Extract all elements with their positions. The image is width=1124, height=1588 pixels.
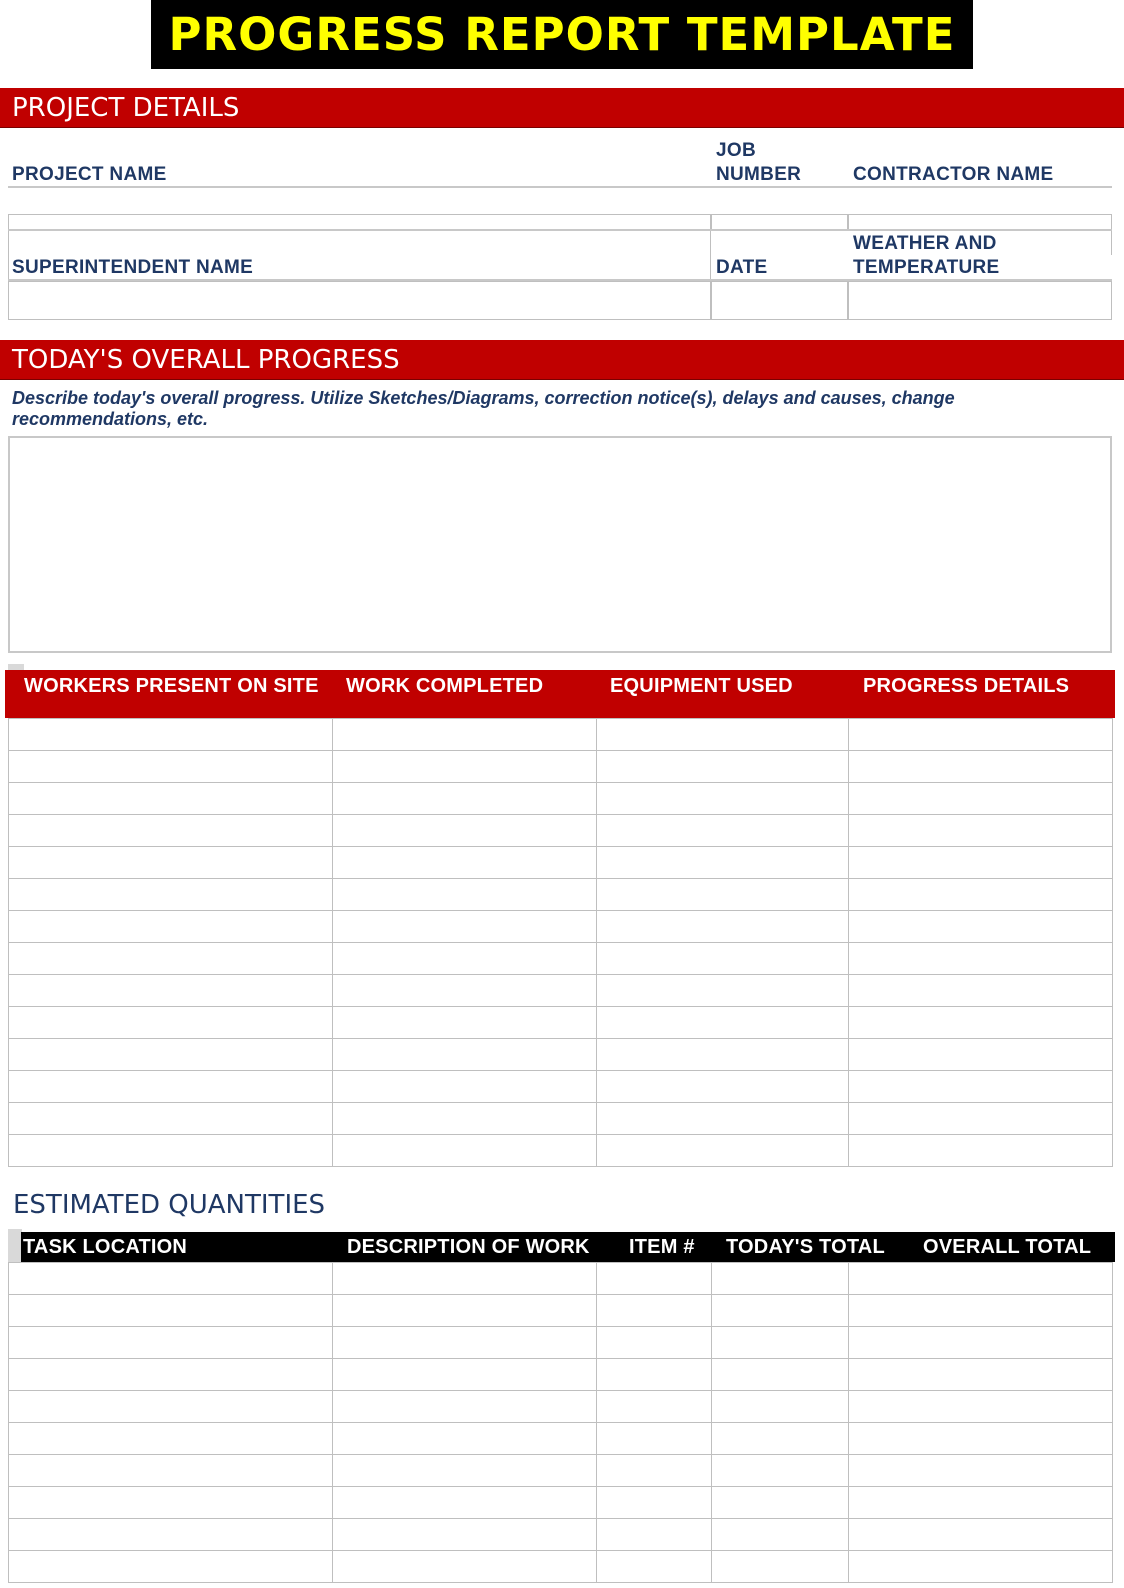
table-cell[interactable] [849,1039,1113,1071]
table-cell[interactable] [849,1007,1113,1039]
table-row [9,815,1113,847]
table-row [9,719,1113,751]
table-cell[interactable] [712,1391,849,1423]
table-cell[interactable] [597,1327,712,1359]
table-cell[interactable] [9,783,333,815]
table-cell[interactable] [9,1327,333,1359]
table-row [9,943,1113,975]
table-cell[interactable] [9,1007,333,1039]
table-cell[interactable] [9,1359,333,1391]
table-cell[interactable] [849,815,1113,847]
table-cell[interactable] [9,911,333,943]
table-cell[interactable] [9,1103,333,1135]
table-cell[interactable] [597,1391,712,1423]
project-name-field[interactable] [8,214,711,230]
overall-progress-textarea[interactable] [8,436,1112,653]
table-cell[interactable] [333,879,597,911]
table-cell[interactable] [9,879,333,911]
column-header-task-location: TASK LOCATION [23,1236,188,1258]
table-cell[interactable] [9,719,333,751]
table-cell[interactable] [849,1455,1113,1487]
table-cell[interactable] [333,1071,597,1103]
quantities-table [8,1262,1113,1583]
table-row [9,1263,1113,1295]
table-row [9,1423,1113,1455]
table-cell[interactable] [597,1039,849,1071]
table-cell[interactable] [849,1327,1113,1359]
table-cell[interactable] [712,1295,849,1327]
column-header-progress-details: PROGRESS DETAILS [863,675,1070,697]
table-cell[interactable] [333,911,597,943]
weather-label-line2: TEMPERATURE [853,257,1000,278]
column-header-item-number: ITEM # [629,1236,695,1258]
table-cell[interactable] [849,1135,1113,1167]
table-cell[interactable] [9,751,333,783]
table-row [9,751,1113,783]
table-cell[interactable] [597,943,849,975]
table-row [9,1039,1113,1071]
table-cell[interactable] [333,1295,597,1327]
table-row [9,1519,1113,1551]
table-cell[interactable] [597,879,849,911]
table-row [9,1487,1113,1519]
table-cell[interactable] [849,943,1113,975]
table-cell[interactable] [712,1551,849,1583]
table-cell[interactable] [849,719,1113,751]
column-header-equipment-used: EQUIPMENT USED [610,675,793,697]
table-row [9,1071,1113,1103]
table-cell[interactable] [9,1039,333,1071]
job-number-field[interactable] [711,214,848,230]
table-row [9,911,1113,943]
label-underline [8,186,1112,188]
table-row [9,1327,1113,1359]
table-cell[interactable] [597,847,849,879]
table-cell[interactable] [9,975,333,1007]
table-cell[interactable] [9,847,333,879]
table-cell[interactable] [849,1295,1113,1327]
table-cell[interactable] [597,815,849,847]
job-number-label-line2: NUMBER [716,164,802,185]
table-cell[interactable] [849,1391,1113,1423]
table-cell[interactable] [597,1103,849,1135]
table-cell[interactable] [597,1551,712,1583]
superintendent-name-label: SUPERINTENDENT NAME [12,257,254,278]
project-name-label: PROJECT NAME [12,164,167,185]
table-cell[interactable] [712,1455,849,1487]
date-field[interactable] [711,281,848,320]
table-row [9,1295,1113,1327]
table-cell[interactable] [849,847,1113,879]
table-cell[interactable] [333,975,597,1007]
table-row [9,1103,1113,1135]
table-cell[interactable] [712,1327,849,1359]
column-header-overall-total: OVERALL TOTAL [923,1236,1092,1258]
table-cell[interactable] [849,879,1113,911]
table-row [9,783,1113,815]
table-row [9,1007,1113,1039]
page-title: PROGRESS REPORT TEMPLATE [151,0,973,69]
table-cell[interactable] [849,1359,1113,1391]
table-cell[interactable] [9,1551,333,1583]
table-cell[interactable] [597,975,849,1007]
table-cell[interactable] [333,751,597,783]
table-cell[interactable] [333,1263,597,1295]
table-cell[interactable] [333,1359,597,1391]
table-cell[interactable] [849,1071,1113,1103]
column-header-description-of-work: DESCRIPTION OF WORK [347,1236,590,1258]
table-cell[interactable] [597,1135,849,1167]
table-cell[interactable] [849,1263,1113,1295]
table-cell[interactable] [9,1391,333,1423]
table-cell[interactable] [597,1071,849,1103]
table-cell[interactable] [849,1103,1113,1135]
table-cell[interactable] [849,1551,1113,1583]
table-cell[interactable] [597,1359,712,1391]
overall-progress-description: Describe today's overall progress. Utilize Sketches/Diagrams, correction notice(s), delays and causes, change recommendations, etc. [12,388,955,429]
table-cell[interactable] [597,911,849,943]
contractor-name-label: CONTRACTOR NAME [853,164,1054,185]
contractor-name-field[interactable] [848,214,1112,230]
table-cell[interactable] [597,1455,712,1487]
table-cell[interactable] [849,751,1113,783]
table-cell[interactable] [333,815,597,847]
weather-field[interactable] [848,281,1112,320]
table-cell[interactable] [333,1039,597,1071]
table-row [9,1455,1113,1487]
column-header-todays-total: TODAY'S TOTAL [726,1236,885,1258]
table-cell[interactable] [9,1519,333,1551]
table-cell[interactable] [333,1007,597,1039]
table-cell[interactable] [849,975,1113,1007]
table-row [9,1391,1113,1423]
table-cell[interactable] [9,1455,333,1487]
table-cell[interactable] [597,1487,712,1519]
table-cell[interactable] [333,847,597,879]
table-cell[interactable] [597,751,849,783]
table-cell[interactable] [597,719,849,751]
table-cell[interactable] [9,943,333,975]
table-row [9,879,1113,911]
project-details-heading: PROJECT DETAILS [0,88,1124,128]
label-cell-edge [1111,231,1112,255]
table-cell[interactable] [333,1423,597,1455]
table-cell[interactable] [9,1295,333,1327]
table-cell[interactable] [9,1487,333,1519]
table-cell[interactable] [333,1327,597,1359]
table-row [9,1359,1113,1391]
table-cell[interactable] [849,1487,1113,1519]
table-cell[interactable] [597,1519,712,1551]
table-cell[interactable] [597,1295,712,1327]
table-row [9,1135,1113,1167]
date-label: DATE [716,257,768,278]
table-cell[interactable] [9,815,333,847]
table-cell[interactable] [712,1423,849,1455]
table-cell[interactable] [333,1487,597,1519]
weather-label-line1: WEATHER AND [853,233,997,254]
table-cell[interactable] [333,1103,597,1135]
table-cell[interactable] [9,1423,333,1455]
table-cell[interactable] [9,1071,333,1103]
table-cell[interactable] [597,1263,712,1295]
table-cell[interactable] [712,1519,849,1551]
table-cell[interactable] [333,1455,597,1487]
table-row [9,847,1113,879]
column-header-work-completed: WORK COMPLETED [346,675,544,697]
column-header-workers: WORKERS PRESENT ON SITE [24,675,319,697]
table-cell[interactable] [333,719,597,751]
table-cell[interactable] [597,1007,849,1039]
table-cell[interactable] [849,911,1113,943]
table-cell[interactable] [333,1519,597,1551]
table-cell[interactable] [333,1551,597,1583]
table-cell[interactable] [712,1487,849,1519]
overall-progress-heading: TODAY'S OVERALL PROGRESS [0,340,1124,380]
table-cell[interactable] [333,1391,597,1423]
table-cell[interactable] [9,1263,333,1295]
work-table [8,718,1113,1167]
table-cell[interactable] [9,1135,333,1167]
table-cell[interactable] [333,1135,597,1167]
table-cell[interactable] [849,783,1113,815]
table-cell[interactable] [849,1423,1113,1455]
table-cell[interactable] [333,783,597,815]
table-cell[interactable] [712,1359,849,1391]
table-row [9,1551,1113,1583]
table-row [9,975,1113,1007]
table-cell[interactable] [597,1423,712,1455]
table-cell[interactable] [849,1519,1113,1551]
job-number-label-line1: JOB [716,140,756,161]
superintendent-name-field[interactable] [8,281,711,320]
estimated-quantities-heading: ESTIMATED QUANTITIES [13,1190,326,1220]
table-cell[interactable] [597,783,849,815]
table-cell[interactable] [333,943,597,975]
table-cell[interactable] [712,1263,849,1295]
table-corner-tab [8,1229,22,1263]
